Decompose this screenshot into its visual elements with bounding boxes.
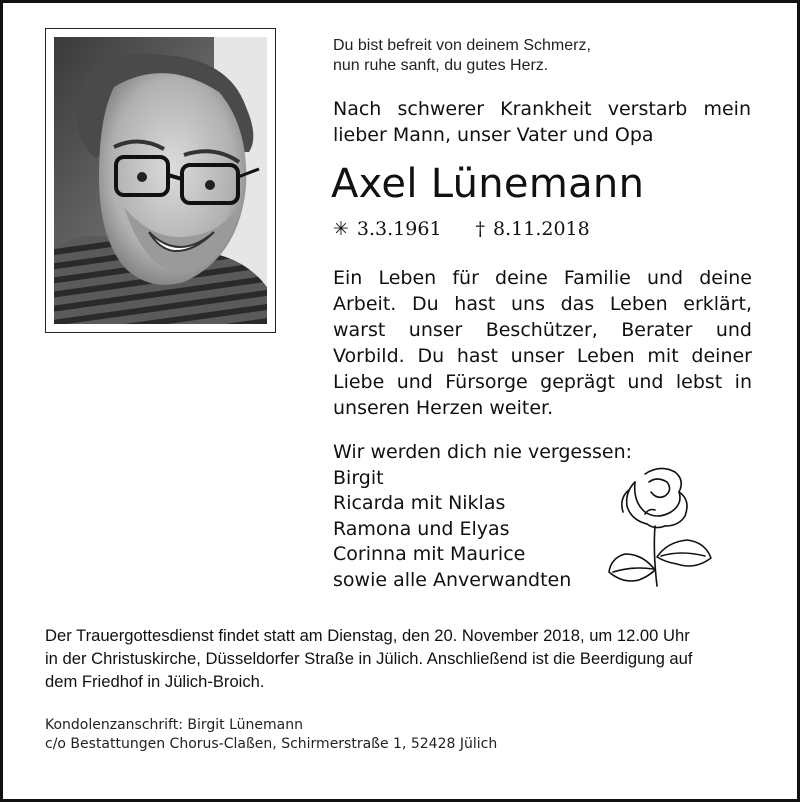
family-member: Corinna mit Maurice — [333, 543, 526, 565]
motto-verse — [333, 36, 591, 76]
address-line: Kondolenzanschrift: Birgit Lünemann — [45, 717, 303, 733]
motto-line: Du bist befreit von deinem Schmerz, — [333, 37, 591, 54]
portrait-image — [54, 37, 267, 324]
birth-star-icon: ✳ — [333, 218, 349, 240]
service-line: in der Christuskirche, Düsseldorfer Straße in Jülich. Anschließend ist die Beerdigung auf — [45, 649, 693, 668]
family-member: Ramona und Elyas — [333, 517, 510, 540]
family-heading: Wir werden dich nie vergessen: — [333, 441, 633, 463]
family-member: sowie alle Anverwandten — [333, 568, 572, 591]
intro-text: Nach schwerer Krankheit verstarb mein lieber Mann, unser Vater und Opa — [333, 98, 751, 146]
address-line: c/o Bestattungen Chorus-Claßen, Schirmerstraße 1, 52428 Jülich — [45, 736, 498, 752]
portrait-photo — [45, 28, 276, 333]
life-dates — [333, 217, 590, 241]
service-line: dem Friedhof in Jülich-Broich. — [45, 672, 265, 691]
family-member: Birgit — [333, 466, 384, 489]
condolence-address — [45, 716, 497, 754]
birth-date: 3.3.1961 — [356, 218, 442, 240]
motto-line: nun ruhe sanft, du gutes Herz. — [333, 57, 549, 74]
deceased-name: Axel Lünemann — [331, 161, 645, 207]
tribute-text: Ein Leben für deine Familie und deine Arbeit. Du hast uns das Leben erklärt, warst unser Beschützer, Berater und Vorbild. Du hast unser Leben mit deiner Liebe und Fürsorge geprägt und lebst in unseren Herzen weiter. — [333, 267, 752, 419]
family-member: Ricarda mit Niklas — [333, 492, 506, 514]
death-date: 8.11.2018 — [493, 218, 590, 240]
family-list — [333, 440, 632, 593]
service-line: Der Trauergottesdienst findet statt am Dienstag, den 20. November 2018, um 12.00 Uhr — [45, 626, 690, 645]
death-cross-icon: † — [475, 218, 486, 240]
service-info — [45, 624, 757, 693]
rose-icon — [605, 462, 717, 592]
